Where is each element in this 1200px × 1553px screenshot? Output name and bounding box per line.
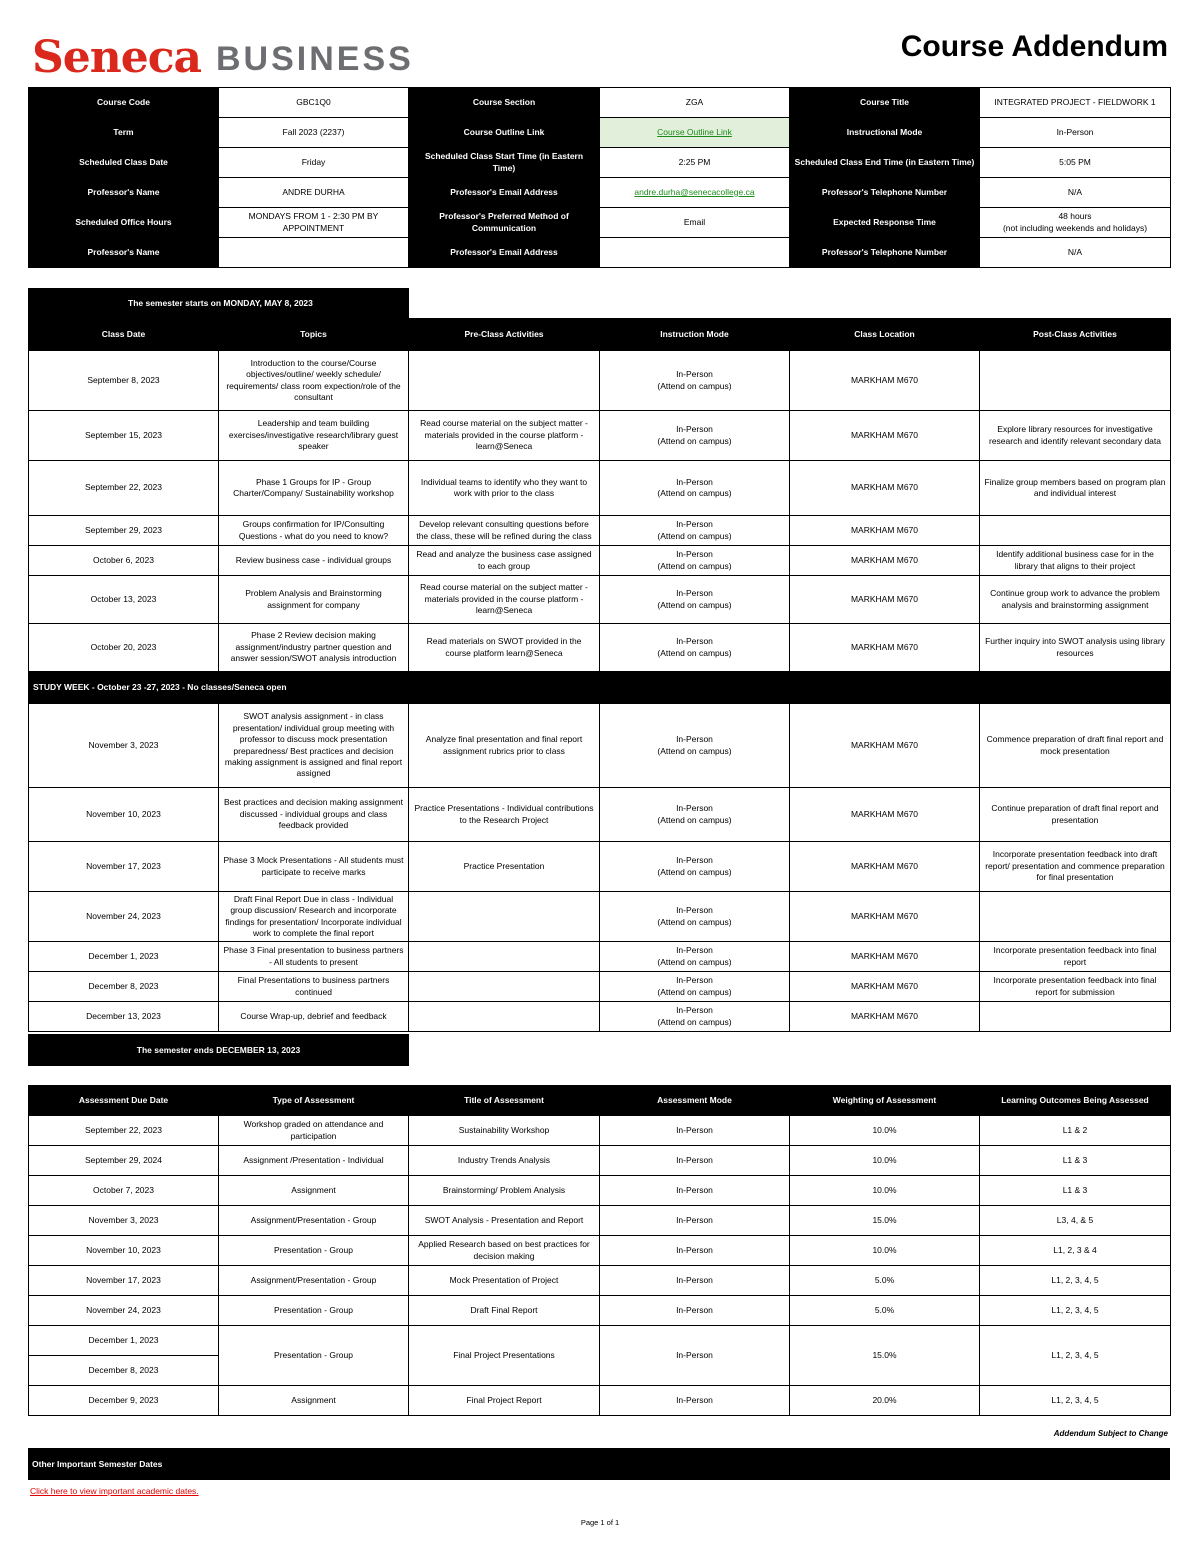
instructional-mode-label: Instructional Mode (790, 118, 980, 148)
assessment-header-4: Weighting of Assessment (790, 1086, 980, 1116)
class-date: Friday (219, 148, 409, 178)
instruction-mode: In-Person (676, 905, 713, 916)
semester-end-band: The semester ends DECEMBER 13, 2023 (28, 1034, 409, 1066)
post-class-activity: Incorporate presentation feedback into final report (980, 942, 1171, 972)
instruction-mode-cell (600, 788, 790, 842)
course-code: GBC1Q0 (219, 88, 409, 118)
post-class-activity: Continue group work to advance the problem analysis and brainstorming assignment (980, 576, 1171, 624)
instruction-mode-cell (600, 704, 790, 788)
instruction-mode-note: (Attend on campus) (657, 647, 732, 658)
class-location: MARKHAM M670 (790, 942, 980, 972)
prof2-phone: N/A (980, 238, 1171, 268)
topic: Course Wrap-up, debrief and feedback (219, 1002, 409, 1032)
assessment-row (29, 1296, 1171, 1326)
class-location: MARKHAM M670 (790, 972, 980, 1002)
assessment-mode: In-Person (600, 1266, 790, 1296)
topic: Draft Final Report Due in class - Individual group discussion/ Research and incorporate findings for presentation/ Incorporate individual work to complete the final report (219, 892, 409, 942)
assessment-weight: 10.0% (790, 1176, 980, 1206)
instruction-mode-note: (Attend on campus) (657, 814, 732, 825)
instruction-mode-cell (600, 1002, 790, 1032)
business-logo-text: BUSINESS (216, 40, 414, 78)
class-date: October 13, 2023 (29, 576, 219, 624)
assessment-type: Workshop graded on attendance and participation (219, 1116, 409, 1146)
assessment-row (29, 1146, 1171, 1176)
class-date: September 15, 2023 (29, 411, 219, 461)
course-title-label: Course Title (790, 88, 980, 118)
topic: Introduction to the course/Course objectives/outline/ weekly schedule/ requirements/ class room expection/role of the consultant (219, 351, 409, 411)
assessment-lo: L1, 2, 3, 4, 5 (980, 1266, 1171, 1296)
class-date: November 3, 2023 (29, 704, 219, 788)
topic: Final Presentations to business partners continued (219, 972, 409, 1002)
schedule-row (29, 1002, 1171, 1032)
post-class-activity: Identify additional business case for in the library that aligns to their project (980, 546, 1171, 576)
end-time-label: Scheduled Class End Time (in Eastern Time) (790, 148, 980, 178)
schedule-header-4: Class Location (790, 319, 980, 351)
schedule-header-5: Post-Class Activities (980, 319, 1171, 351)
schedule-row (29, 546, 1171, 576)
assessment-header-1: Type of Assessment (219, 1086, 409, 1116)
assessment-date: November 17, 2023 (29, 1266, 219, 1296)
office-hours: MONDAYS FROM 1 - 2:30 PM BY APPOINTMENT (219, 208, 409, 238)
pre-class-activity: Analyze final presentation and final report assignment rubrics prior to class (409, 704, 600, 788)
pre-class-activity: Read course material on the subject matter - materials provided in the course platform - learn@Seneca (409, 411, 600, 461)
assessment-title: Sustainability Workshop (409, 1116, 600, 1146)
class-date: October 20, 2023 (29, 624, 219, 672)
assessment-date: November 3, 2023 (29, 1206, 219, 1236)
assessment-weight: 10.0% (790, 1116, 980, 1146)
post-class-activity: Explore library resources for investigative research and identify relevant secondary data (980, 411, 1171, 461)
assessment-mode: In-Person (600, 1296, 790, 1326)
instruction-mode-note: (Attend on campus) (657, 380, 732, 391)
pre-class-activity: Practice Presentation (409, 842, 600, 892)
assessment-mode: In-Person (600, 1116, 790, 1146)
schedule-row (29, 972, 1171, 1002)
assessment-mode: In-Person (600, 1176, 790, 1206)
assessment-weight: 10.0% (790, 1146, 980, 1176)
course-code-label: Course Code (29, 88, 219, 118)
start-time: 2:25 PM (600, 148, 790, 178)
response-time: 48 hours (1058, 211, 1092, 222)
prof-email-link[interactable]: andre.durha@senecacollege.ca (634, 186, 755, 197)
instruction-mode-cell (600, 892, 790, 942)
topic: Phase 1 Groups for IP - Group Charter/Company/ Sustainability workshop (219, 461, 409, 516)
study-week-row (29, 672, 1171, 704)
instruction-mode-note: (Attend on campus) (657, 435, 732, 446)
topic: Review business case - individual groups (219, 546, 409, 576)
assessment-date: October 7, 2023 (29, 1176, 219, 1206)
class-location: MARKHAM M670 (790, 411, 980, 461)
instruction-mode-cell (600, 842, 790, 892)
class-location: MARKHAM M670 (790, 576, 980, 624)
class-location: MARKHAM M670 (790, 788, 980, 842)
instruction-mode-note: (Attend on campus) (657, 986, 732, 997)
instruction-mode-cell (600, 461, 790, 516)
assessment-row (29, 1116, 1171, 1146)
assessment-type: Presentation - Group (219, 1296, 409, 1326)
assessment-row (29, 1386, 1171, 1416)
document-title: Course Addendum (900, 30, 1168, 63)
prof2-email (600, 238, 790, 268)
start-time-label: Scheduled Class Start Time (in Eastern Time) (409, 148, 600, 178)
instructional-mode: In-Person (980, 118, 1171, 148)
class-date: December 1, 2023 (29, 942, 219, 972)
assessment-weight: 10.0% (790, 1236, 980, 1266)
assessment-date: December 9, 2023 (29, 1386, 219, 1416)
assessment-mode: In-Person (600, 1146, 790, 1176)
course-section: ZGA (600, 88, 790, 118)
response-time-label: Expected Response Time (790, 208, 980, 238)
assessment-title: Brainstorming/ Problem Analysis (409, 1176, 600, 1206)
post-class-activity: Incorporate presentation feedback into draft report/ presentation and commence preparation for final presentation (980, 842, 1171, 892)
assessment-mode: In-Person (600, 1236, 790, 1266)
schedule-row (29, 576, 1171, 624)
assessment-type: Assignment /Presentation - Individual (219, 1146, 409, 1176)
course-outline-label: Course Outline Link (409, 118, 600, 148)
assessment-lo: L1, 2, 3 & 4 (980, 1236, 1171, 1266)
instruction-mode-cell (600, 576, 790, 624)
instruction-mode: In-Person (676, 519, 713, 530)
class-location: MARKHAM M670 (790, 624, 980, 672)
pre-class-activity: Read materials on SWOT provided in the course platform learn@Seneca (409, 624, 600, 672)
assessment-lo: L1 & 2 (980, 1116, 1171, 1146)
assessment-type: Presentation - Group (219, 1326, 409, 1386)
assessment-date: September 29, 2024 (29, 1146, 219, 1176)
course-outline-link[interactable]: Course Outline Link (657, 126, 732, 137)
instruction-mode-cell (600, 942, 790, 972)
schedule-row (29, 704, 1171, 788)
prof-email-cell (600, 178, 790, 208)
class-date: September 8, 2023 (29, 351, 219, 411)
assessment-row (29, 1176, 1171, 1206)
assessment-title: Industry Trends Analysis (409, 1146, 600, 1176)
schedule-row (29, 624, 1171, 672)
topic: Best practices and decision making assignment discussed - individual groups and class feedback provided (219, 788, 409, 842)
class-location: MARKHAM M670 (790, 842, 980, 892)
course-section-label: Course Section (409, 88, 600, 118)
instruction-mode-cell (600, 624, 790, 672)
instruction-mode: In-Person (676, 734, 713, 745)
schedule-row (29, 461, 1171, 516)
class-date: December 13, 2023 (29, 1002, 219, 1032)
assessment-row (29, 1206, 1171, 1236)
post-class-activity (980, 351, 1171, 411)
topic: Groups confirmation for IP/Consulting Questions - what do you need to know? (219, 516, 409, 546)
class-location: MARKHAM M670 (790, 892, 980, 942)
instruction-mode: In-Person (676, 1005, 713, 1016)
pre-class-activity (409, 1002, 600, 1032)
prof-phone-label: Professor's Telephone Number (790, 178, 980, 208)
course-outline-cell (600, 118, 790, 148)
schedule-row (29, 892, 1171, 942)
assessment-date: December 1, 2023 (29, 1326, 219, 1356)
response-time-cell (980, 208, 1171, 238)
assessment-header-2: Title of Assessment (409, 1086, 600, 1116)
instruction-mode-note: (Attend on campus) (657, 745, 732, 756)
pre-class-activity: Read course material on the subject matter - materials provided in the course platform - learn@Seneca (409, 576, 600, 624)
schedule-row (29, 516, 1171, 546)
topic: Leadership and team building exercises/investigative research/library guest speaker (219, 411, 409, 461)
term-label: Term (29, 118, 219, 148)
assessment-title: Mock Presentation of Project (409, 1266, 600, 1296)
instruction-mode: In-Person (676, 476, 713, 487)
prof-name: ANDRE DURHA (219, 178, 409, 208)
class-date: November 17, 2023 (29, 842, 219, 892)
assessment-mode: In-Person (600, 1386, 790, 1416)
instruction-mode: In-Person (676, 945, 713, 956)
assessment-lo: L3, 4, & 5 (980, 1206, 1171, 1236)
post-class-activity (980, 1002, 1171, 1032)
instruction-mode-cell (600, 351, 790, 411)
class-location: MARKHAM M670 (790, 1002, 980, 1032)
class-date: December 8, 2023 (29, 972, 219, 1002)
assessment-header-3: Assessment Mode (600, 1086, 790, 1116)
study-week-band: STUDY WEEK - October 23 -27, 2023 - No classes/Seneca open (29, 672, 1171, 704)
pre-class-activity: Develop relevant consulting questions before the class, these will be refined during the class (409, 516, 600, 546)
schedule-row (29, 842, 1171, 892)
topic: Phase 3 Final presentation to business partners - All students to present (219, 942, 409, 972)
class-date: September 29, 2023 (29, 516, 219, 546)
instruction-mode-note: (Attend on campus) (657, 956, 732, 967)
assessment-type: Assignment/Presentation - Group (219, 1206, 409, 1236)
class-location: MARKHAM M670 (790, 351, 980, 411)
instruction-mode: In-Person (676, 588, 713, 599)
class-date: October 6, 2023 (29, 546, 219, 576)
schedule-header-2: Pre-Class Activities (409, 319, 600, 351)
topic: Phase 2 Review decision making assignment/industry partner question and answer session/SWOT analysis introduction (219, 624, 409, 672)
assessment-type: Assignment (219, 1176, 409, 1206)
end-time: 5:05 PM (980, 148, 1171, 178)
prof-phone: N/A (980, 178, 1171, 208)
course-title: INTEGRATED PROJECT - FIELDWORK 1 (980, 88, 1171, 118)
pre-class-activity (409, 942, 600, 972)
class-location: MARKHAM M670 (790, 704, 980, 788)
pre-class-activity: Read and analyze the business case assigned to each group (409, 546, 600, 576)
assessment-weight: 5.0% (790, 1296, 980, 1326)
class-date: November 10, 2023 (29, 788, 219, 842)
topic: Phase 3 Mock Presentations - All students must participate to receive marks (219, 842, 409, 892)
seneca-logo: Seneca (32, 32, 202, 83)
response-time-note: (not including weekends and holidays) (1002, 222, 1148, 233)
assessment-title: SWOT Analysis - Presentation and Report (409, 1206, 600, 1236)
pre-class-activity: Practice Presentations - Individual contributions to the Research Project (409, 788, 600, 842)
assessment-title: Final Project Report (409, 1386, 600, 1416)
post-class-activity: Commence preparation of draft final report and mock presentation (980, 704, 1171, 788)
post-class-activity: Finalize group members based on program plan and individual interest (980, 461, 1171, 516)
post-class-activity: Continue preparation of draft final report and presentation (980, 788, 1171, 842)
assessment-date: September 22, 2023 (29, 1116, 219, 1146)
prof2-name-label: Professor's Name (29, 238, 219, 268)
instruction-mode-note: (Attend on campus) (657, 560, 732, 571)
instruction-mode: In-Person (676, 549, 713, 560)
assessment-date: December 8, 2023 (29, 1356, 219, 1386)
instruction-mode-cell (600, 516, 790, 546)
instruction-mode-cell (600, 411, 790, 461)
instruction-mode: In-Person (676, 636, 713, 647)
pre-class-activity (409, 351, 600, 411)
assessment-weight: 5.0% (790, 1266, 980, 1296)
instruction-mode: In-Person (676, 975, 713, 986)
semester-start-band: The semester starts on MONDAY, MAY 8, 2023 (28, 288, 409, 318)
prof-name-label: Professor's Name (29, 178, 219, 208)
assessment-date: November 24, 2023 (29, 1296, 219, 1326)
term: Fall 2023 (2237) (219, 118, 409, 148)
class-date: September 22, 2023 (29, 461, 219, 516)
class-schedule-table (28, 318, 1171, 1032)
assessment-lo: L1, 2, 3, 4, 5 (980, 1326, 1171, 1386)
pre-class-activity (409, 892, 600, 942)
assessment-weight: 20.0% (790, 1386, 980, 1416)
post-class-activity (980, 516, 1171, 546)
schedule-header-0: Class Date (29, 319, 219, 351)
assessment-header-0: Assessment Due Date (29, 1086, 219, 1116)
topic: SWOT analysis assignment - in class presentation/ individual group meeting with professor to discuss mock presentation preparedness/ Best practices and decision making assignment is assigned and final report assigned (219, 704, 409, 788)
instruction-mode-note: (Attend on campus) (657, 530, 732, 541)
assessment-row (29, 1266, 1171, 1296)
assessment-title: Draft Final Report (409, 1296, 600, 1326)
addendum-subject-note: Addendum Subject to Change (1053, 1429, 1168, 1438)
assessment-row (29, 1326, 1171, 1356)
assessment-lo: L1, 2, 3, 4, 5 (980, 1386, 1171, 1416)
instruction-mode-note: (Attend on campus) (657, 599, 732, 610)
instruction-mode-note: (Attend on campus) (657, 866, 732, 877)
prof2-phone-label: Professor's Telephone Number (790, 238, 980, 268)
instruction-mode: In-Person (676, 855, 713, 866)
post-class-activity: Further inquiry into SWOT analysis using library resources (980, 624, 1171, 672)
assessment-mode: In-Person (600, 1326, 790, 1386)
instruction-mode-note: (Attend on campus) (657, 1016, 732, 1027)
office-hours-label: Scheduled Office Hours (29, 208, 219, 238)
page-number: Page 1 of 1 (580, 1518, 620, 1527)
course-info-table (28, 87, 1171, 268)
assessment-header-5: Learning Outcomes Being Assessed (980, 1086, 1171, 1116)
class-location: MARKHAM M670 (790, 546, 980, 576)
assessment-lo: L1, 2, 3, 4, 5 (980, 1296, 1171, 1326)
assessment-type: Assignment/Presentation - Group (219, 1266, 409, 1296)
assessment-type: Assignment (219, 1386, 409, 1416)
instruction-mode-cell (600, 972, 790, 1002)
page-header (28, 28, 1170, 88)
assessment-weight: 15.0% (790, 1326, 980, 1386)
post-class-activity (980, 892, 1171, 942)
schedule-row (29, 351, 1171, 411)
class-location: MARKHAM M670 (790, 461, 980, 516)
prof2-name (219, 238, 409, 268)
post-class-activity: Incorporate presentation feedback into final report for submission (980, 972, 1171, 1002)
class-date-label: Scheduled Class Date (29, 148, 219, 178)
pre-class-activity: Individual teams to identify who they want to work with prior to the class (409, 461, 600, 516)
schedule-header-1: Topics (219, 319, 409, 351)
assessment-mode: In-Person (600, 1206, 790, 1236)
preferred-comm: Email (600, 208, 790, 238)
schedule-row (29, 411, 1171, 461)
assessment-table (28, 1085, 1171, 1416)
academic-dates-link[interactable]: Click here to view important academic dates. (30, 1486, 199, 1496)
instruction-mode: In-Person (676, 369, 713, 380)
prof-email-label: Professor's Email Address (409, 178, 600, 208)
topic: Problem Analysis and Brainstorming assignment for company (219, 576, 409, 624)
assessment-type: Presentation - Group (219, 1236, 409, 1266)
assessment-date: November 10, 2023 (29, 1236, 219, 1266)
instruction-mode-note: (Attend on campus) (657, 916, 732, 927)
instruction-mode-note: (Attend on campus) (657, 488, 732, 498)
other-dates-band: Other Important Semester Dates (28, 1448, 1170, 1480)
class-location: MARKHAM M670 (790, 516, 980, 546)
assessment-row (29, 1236, 1171, 1266)
schedule-row (29, 942, 1171, 972)
class-date: November 24, 2023 (29, 892, 219, 942)
schedule-row (29, 788, 1171, 842)
assessment-title: Applied Research based on best practices for decision making (409, 1236, 600, 1266)
instruction-mode-cell (600, 546, 790, 576)
assessment-lo: L1 & 3 (980, 1176, 1171, 1206)
schedule-header-3: Instruction Mode (600, 319, 790, 351)
assessment-lo: L1 & 3 (980, 1146, 1171, 1176)
assessment-weight: 15.0% (790, 1206, 980, 1236)
instruction-mode: In-Person (676, 424, 713, 435)
pre-class-activity (409, 972, 600, 1002)
instruction-mode: In-Person (676, 803, 713, 814)
assessment-title: Final Project Presentations (409, 1326, 600, 1386)
preferred-comm-label: Professor's Preferred Method of Communication (409, 208, 600, 238)
prof2-email-label: Professor's Email Address (409, 238, 600, 268)
